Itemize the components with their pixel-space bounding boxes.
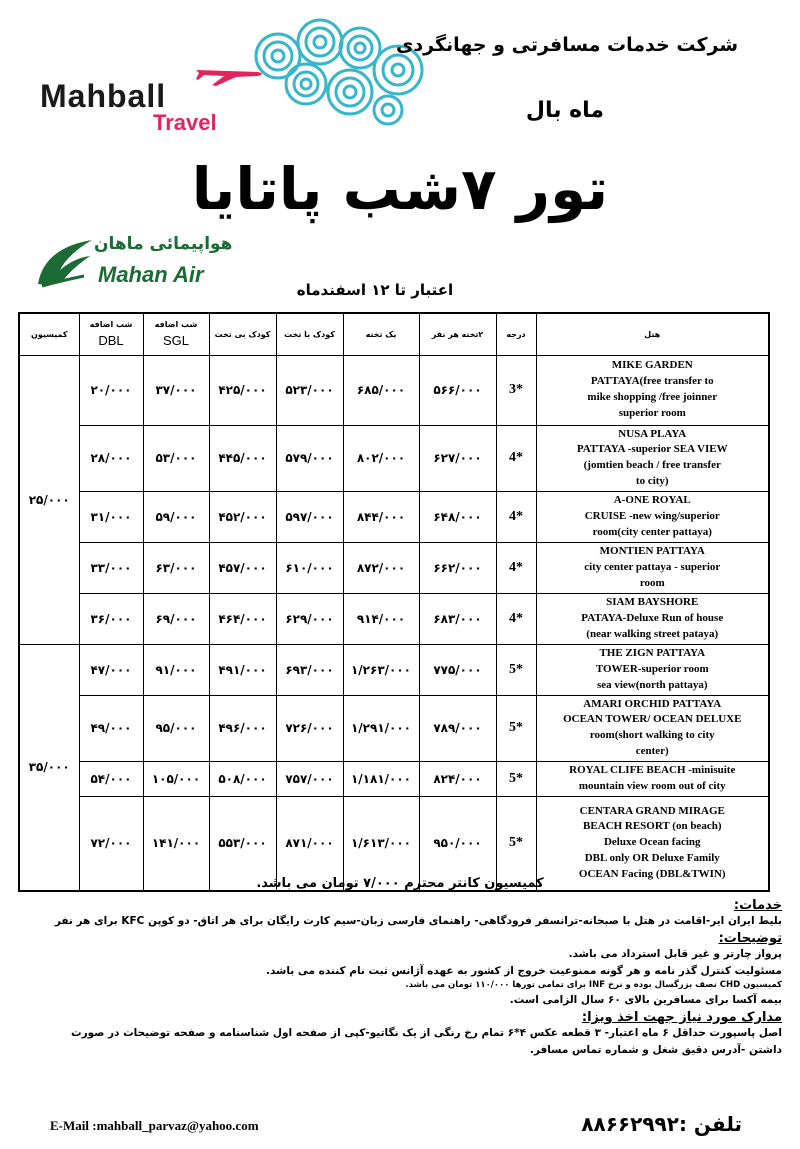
hotel-cell: AMARI ORCHID PATTAYA OCEAN TOWER/ OCEAN DELUXE room(short walking to city center) bbox=[536, 695, 769, 762]
mahball-travel-logo bbox=[38, 18, 398, 133]
header-extra-dbl: شب اضافه DBL bbox=[79, 313, 143, 355]
extra-sgl-cell: ۵۹/۰۰۰ bbox=[143, 492, 209, 543]
twin-cell: ۷۷۵/۰۰۰ bbox=[419, 644, 496, 695]
airline-name-en: Mahan Air bbox=[98, 262, 204, 287]
remark-item: مسئولیت کنترل گذر نامه و هر گونه ممنوعیت خروج از کشور به عهده آژانس ثبت نام کننده می باشد. bbox=[265, 964, 782, 977]
validity-text: اعتبار تا ۱۲ اسفندماه bbox=[296, 281, 454, 299]
single-cell: ۹۱۴/۰۰۰ bbox=[343, 593, 419, 644]
extra-dbl-cell: ۳۱/۰۰۰ bbox=[79, 492, 143, 543]
table-row bbox=[19, 425, 769, 492]
extra-dbl-cell: ۳۳/۰۰۰ bbox=[79, 543, 143, 594]
extra-dbl-cell: ۷۲/۰۰۰ bbox=[79, 797, 143, 891]
extra-sgl-cell: ۹۵/۰۰۰ bbox=[143, 695, 209, 762]
header-single: یک تخته bbox=[343, 313, 419, 355]
logo-sub: Travel bbox=[153, 110, 217, 135]
hotel-cell: THE ZIGN PATTAYA TOWER-superior room sea view(north pattaya) bbox=[536, 644, 769, 695]
hotel-cell: MIKE GARDEN PATTAYA(free transfer to mike shopping /free joinner superior room bbox=[536, 355, 769, 425]
table-row bbox=[19, 355, 769, 425]
extra-dbl-cell: ۴۷/۰۰۰ bbox=[79, 644, 143, 695]
single-cell: ۸۴۴/۰۰۰ bbox=[343, 492, 419, 543]
table-row bbox=[19, 492, 769, 543]
twin-cell: ۹۵۰/۰۰۰ bbox=[419, 797, 496, 891]
extra-dbl-cell: ۲۰/۰۰۰ bbox=[79, 355, 143, 425]
child-bed-cell: ۸۷۱/۰۰۰ bbox=[276, 797, 343, 891]
extra-sgl-cell: ۵۳/۰۰۰ bbox=[143, 425, 209, 492]
table-row bbox=[19, 762, 769, 797]
twin-cell: ۶۸۳/۰۰۰ bbox=[419, 593, 496, 644]
remark-item: بیمه آکسا برای مسافرین بالای ۶۰ سال الزامی است. bbox=[509, 993, 782, 1006]
hotel-cell: ROYAL CLIFE BEACH -minisuite mountain view room out of city bbox=[536, 762, 769, 797]
header-commission: کمیسیون bbox=[19, 313, 79, 355]
header-twin: ۲تخته هر نفر bbox=[419, 313, 496, 355]
twin-cell: ۷۸۹/۰۰۰ bbox=[419, 695, 496, 762]
child-bed-cell: ۵۷۹/۰۰۰ bbox=[276, 425, 343, 492]
twin-cell: ۸۲۴/۰۰۰ bbox=[419, 762, 496, 797]
twin-cell: ۶۴۸/۰۰۰ bbox=[419, 492, 496, 543]
child-nobed-cell: ۴۹۶/۰۰۰ bbox=[209, 695, 276, 762]
single-cell: ۱/۶۱۳/۰۰۰ bbox=[343, 797, 419, 891]
header-child-nobed: کودک بی تخت bbox=[209, 313, 276, 355]
table-row bbox=[19, 543, 769, 594]
docs-text: داشتن -آدرس دقیق شغل و شماره تماس مسافر. bbox=[529, 1043, 782, 1056]
single-cell: ۱/۱۸۱/۰۰۰ bbox=[343, 762, 419, 797]
child-nobed-cell: ۴۹۱/۰۰۰ bbox=[209, 644, 276, 695]
extra-sgl-cell: ۶۳/۰۰۰ bbox=[143, 543, 209, 594]
contact-phone: تلفن :۸۸۶۶۲۹۹۲ bbox=[581, 1112, 742, 1136]
child-bed-cell: ۷۵۷/۰۰۰ bbox=[276, 762, 343, 797]
header-extra-sgl: شب اضافه SGL bbox=[143, 313, 209, 355]
extra-dbl-cell: ۵۴/۰۰۰ bbox=[79, 762, 143, 797]
table-header-row bbox=[19, 313, 769, 355]
child-bed-cell: ۵۹۷/۰۰۰ bbox=[276, 492, 343, 543]
grade-cell: 4* bbox=[496, 492, 536, 543]
grade-cell: 4* bbox=[496, 425, 536, 492]
child-nobed-cell: ۴۵۲/۰۰۰ bbox=[209, 492, 276, 543]
airline-name-fa: هواپیمائی ماهان bbox=[94, 234, 233, 254]
extra-sgl-cell: ۱۰۵/۰۰۰ bbox=[143, 762, 209, 797]
docs-heading: مدارک مورد نیاز جهت اخذ ویزا: bbox=[581, 1010, 782, 1026]
hotel-cell: A-ONE ROYAL CRUISE -new wing/superior room(city center pattaya) bbox=[536, 492, 769, 543]
extra-dbl-cell: ۲۸/۰۰۰ bbox=[79, 425, 143, 492]
child-nobed-cell: ۵۰۸/۰۰۰ bbox=[209, 762, 276, 797]
extra-sgl-cell: ۹۱/۰۰۰ bbox=[143, 644, 209, 695]
logo-brand: Mahball bbox=[40, 78, 167, 114]
remark-item: کمیسیون CHD نصف بزرگسال بوده و نرخ INF برای تمامی تورها ۱۱۰/۰۰۰ تومان می باشد. bbox=[405, 979, 782, 990]
commission-cell: ۲۵/۰۰۰ bbox=[19, 355, 79, 644]
child-bed-cell: ۵۲۳/۰۰۰ bbox=[276, 355, 343, 425]
extra-dbl-cell: ۴۹/۰۰۰ bbox=[79, 695, 143, 762]
hotel-cell: MONTIEN PATTAYA city center pattaya - superior room bbox=[536, 543, 769, 594]
company-name-short: ماه بال bbox=[525, 98, 604, 123]
child-nobed-cell: ۴۲۵/۰۰۰ bbox=[209, 355, 276, 425]
plane-icon bbox=[196, 58, 266, 88]
commission-cell: ۳۵/۰۰۰ bbox=[19, 644, 79, 890]
remarks-heading: توضیحات: bbox=[718, 931, 782, 947]
twin-cell: ۶۶۲/۰۰۰ bbox=[419, 543, 496, 594]
child-nobed-cell: ۴۶۴/۰۰۰ bbox=[209, 593, 276, 644]
hotel-cell: NUSA PLAYA PATTAYA -superior SEA VIEW (jomtien beach / free transfer to city) bbox=[536, 425, 769, 492]
leaf-icon bbox=[34, 236, 98, 290]
single-cell: ۱/۲۹۱/۰۰۰ bbox=[343, 695, 419, 762]
child-nobed-cell: ۴۵۷/۰۰۰ bbox=[209, 543, 276, 594]
grade-cell: 4* bbox=[496, 543, 536, 594]
services-text: بلیط ایران ایر-اقامت در هتل با صبحانه-ترانسفر فرودگاهی- راهنمای فارسی زبان-سیم کارت رایگان برای هر اتاق- دو کوپن KFC برای هر نفر bbox=[54, 915, 782, 927]
single-cell: ۸۰۲/۰۰۰ bbox=[343, 425, 419, 492]
twin-cell: ۵۶۶/۰۰۰ bbox=[419, 355, 496, 425]
remark-item: پرواز چارتر و غیر قابل استرداد می باشد. bbox=[568, 948, 782, 961]
extra-sgl-cell: ۶۹/۰۰۰ bbox=[143, 593, 209, 644]
docs-text: اصل پاسپورت حداقل ۶ ماه اعتبار- ۳ قطعه عکس ۴*۶ تمام رخ رنگی از یک نگاتیو-کپی از صفحه اول شناسنامه و صفحه توضیحات در صورت bbox=[71, 1027, 782, 1040]
grade-cell: 3* bbox=[496, 355, 536, 425]
tour-title: تور ۷شب پاتایا bbox=[191, 155, 609, 223]
rates-table bbox=[18, 312, 770, 892]
child-nobed-cell: ۴۴۵/۰۰۰ bbox=[209, 425, 276, 492]
grade-cell: 5* bbox=[496, 695, 536, 762]
child-bed-cell: ۶۹۳/۰۰۰ bbox=[276, 644, 343, 695]
single-cell: ۱/۲۶۳/۰۰۰ bbox=[343, 644, 419, 695]
single-cell: ۶۸۵/۰۰۰ bbox=[343, 355, 419, 425]
header-child-bed: کودک با تخت bbox=[276, 313, 343, 355]
grade-cell: 4* bbox=[496, 593, 536, 644]
hotel-cell: CENTARA GRAND MIRAGE BEACH RESORT (on beach) Deluxe Ocean facing DBL only OR Deluxe Family OCEAN Facing (DBL&TWIN) bbox=[536, 797, 769, 891]
hotel-cell: SIAM BAYSHORE PATAYA-Deluxe Run of house (near walking street pataya) bbox=[536, 593, 769, 644]
commission-note: کمیسیون کانتر محترم ۷/۰۰۰ تومان می باشد. bbox=[256, 876, 544, 891]
company-name: شرکت خدمات مسافرتی و جهانگردی bbox=[396, 34, 738, 56]
services-heading: خدمات: bbox=[733, 898, 782, 913]
table-row bbox=[19, 695, 769, 762]
table-row bbox=[19, 593, 769, 644]
contact-email: E-Mail :mahball_parvaz@yahoo.com bbox=[50, 1118, 259, 1133]
single-cell: ۸۷۲/۰۰۰ bbox=[343, 543, 419, 594]
header-grade: درجه bbox=[496, 313, 536, 355]
header-hotel: هتل bbox=[536, 313, 769, 355]
table-row bbox=[19, 644, 769, 695]
twin-cell: ۶۲۷/۰۰۰ bbox=[419, 425, 496, 492]
grade-cell: 5* bbox=[496, 644, 536, 695]
extra-sgl-cell: ۱۴۱/۰۰۰ bbox=[143, 797, 209, 891]
grade-cell: 5* bbox=[496, 797, 536, 891]
child-bed-cell: ۶۲۹/۰۰۰ bbox=[276, 593, 343, 644]
notes-section bbox=[7, 896, 782, 1058]
child-bed-cell: ۷۲۶/۰۰۰ bbox=[276, 695, 343, 762]
mahan-air-logo bbox=[34, 232, 234, 294]
grade-cell: 5* bbox=[496, 762, 536, 797]
child-nobed-cell: ۵۵۳/۰۰۰ bbox=[209, 797, 276, 891]
child-bed-cell: ۶۱۰/۰۰۰ bbox=[276, 543, 343, 594]
extra-dbl-cell: ۳۶/۰۰۰ bbox=[79, 593, 143, 644]
extra-sgl-cell: ۳۷/۰۰۰ bbox=[143, 355, 209, 425]
